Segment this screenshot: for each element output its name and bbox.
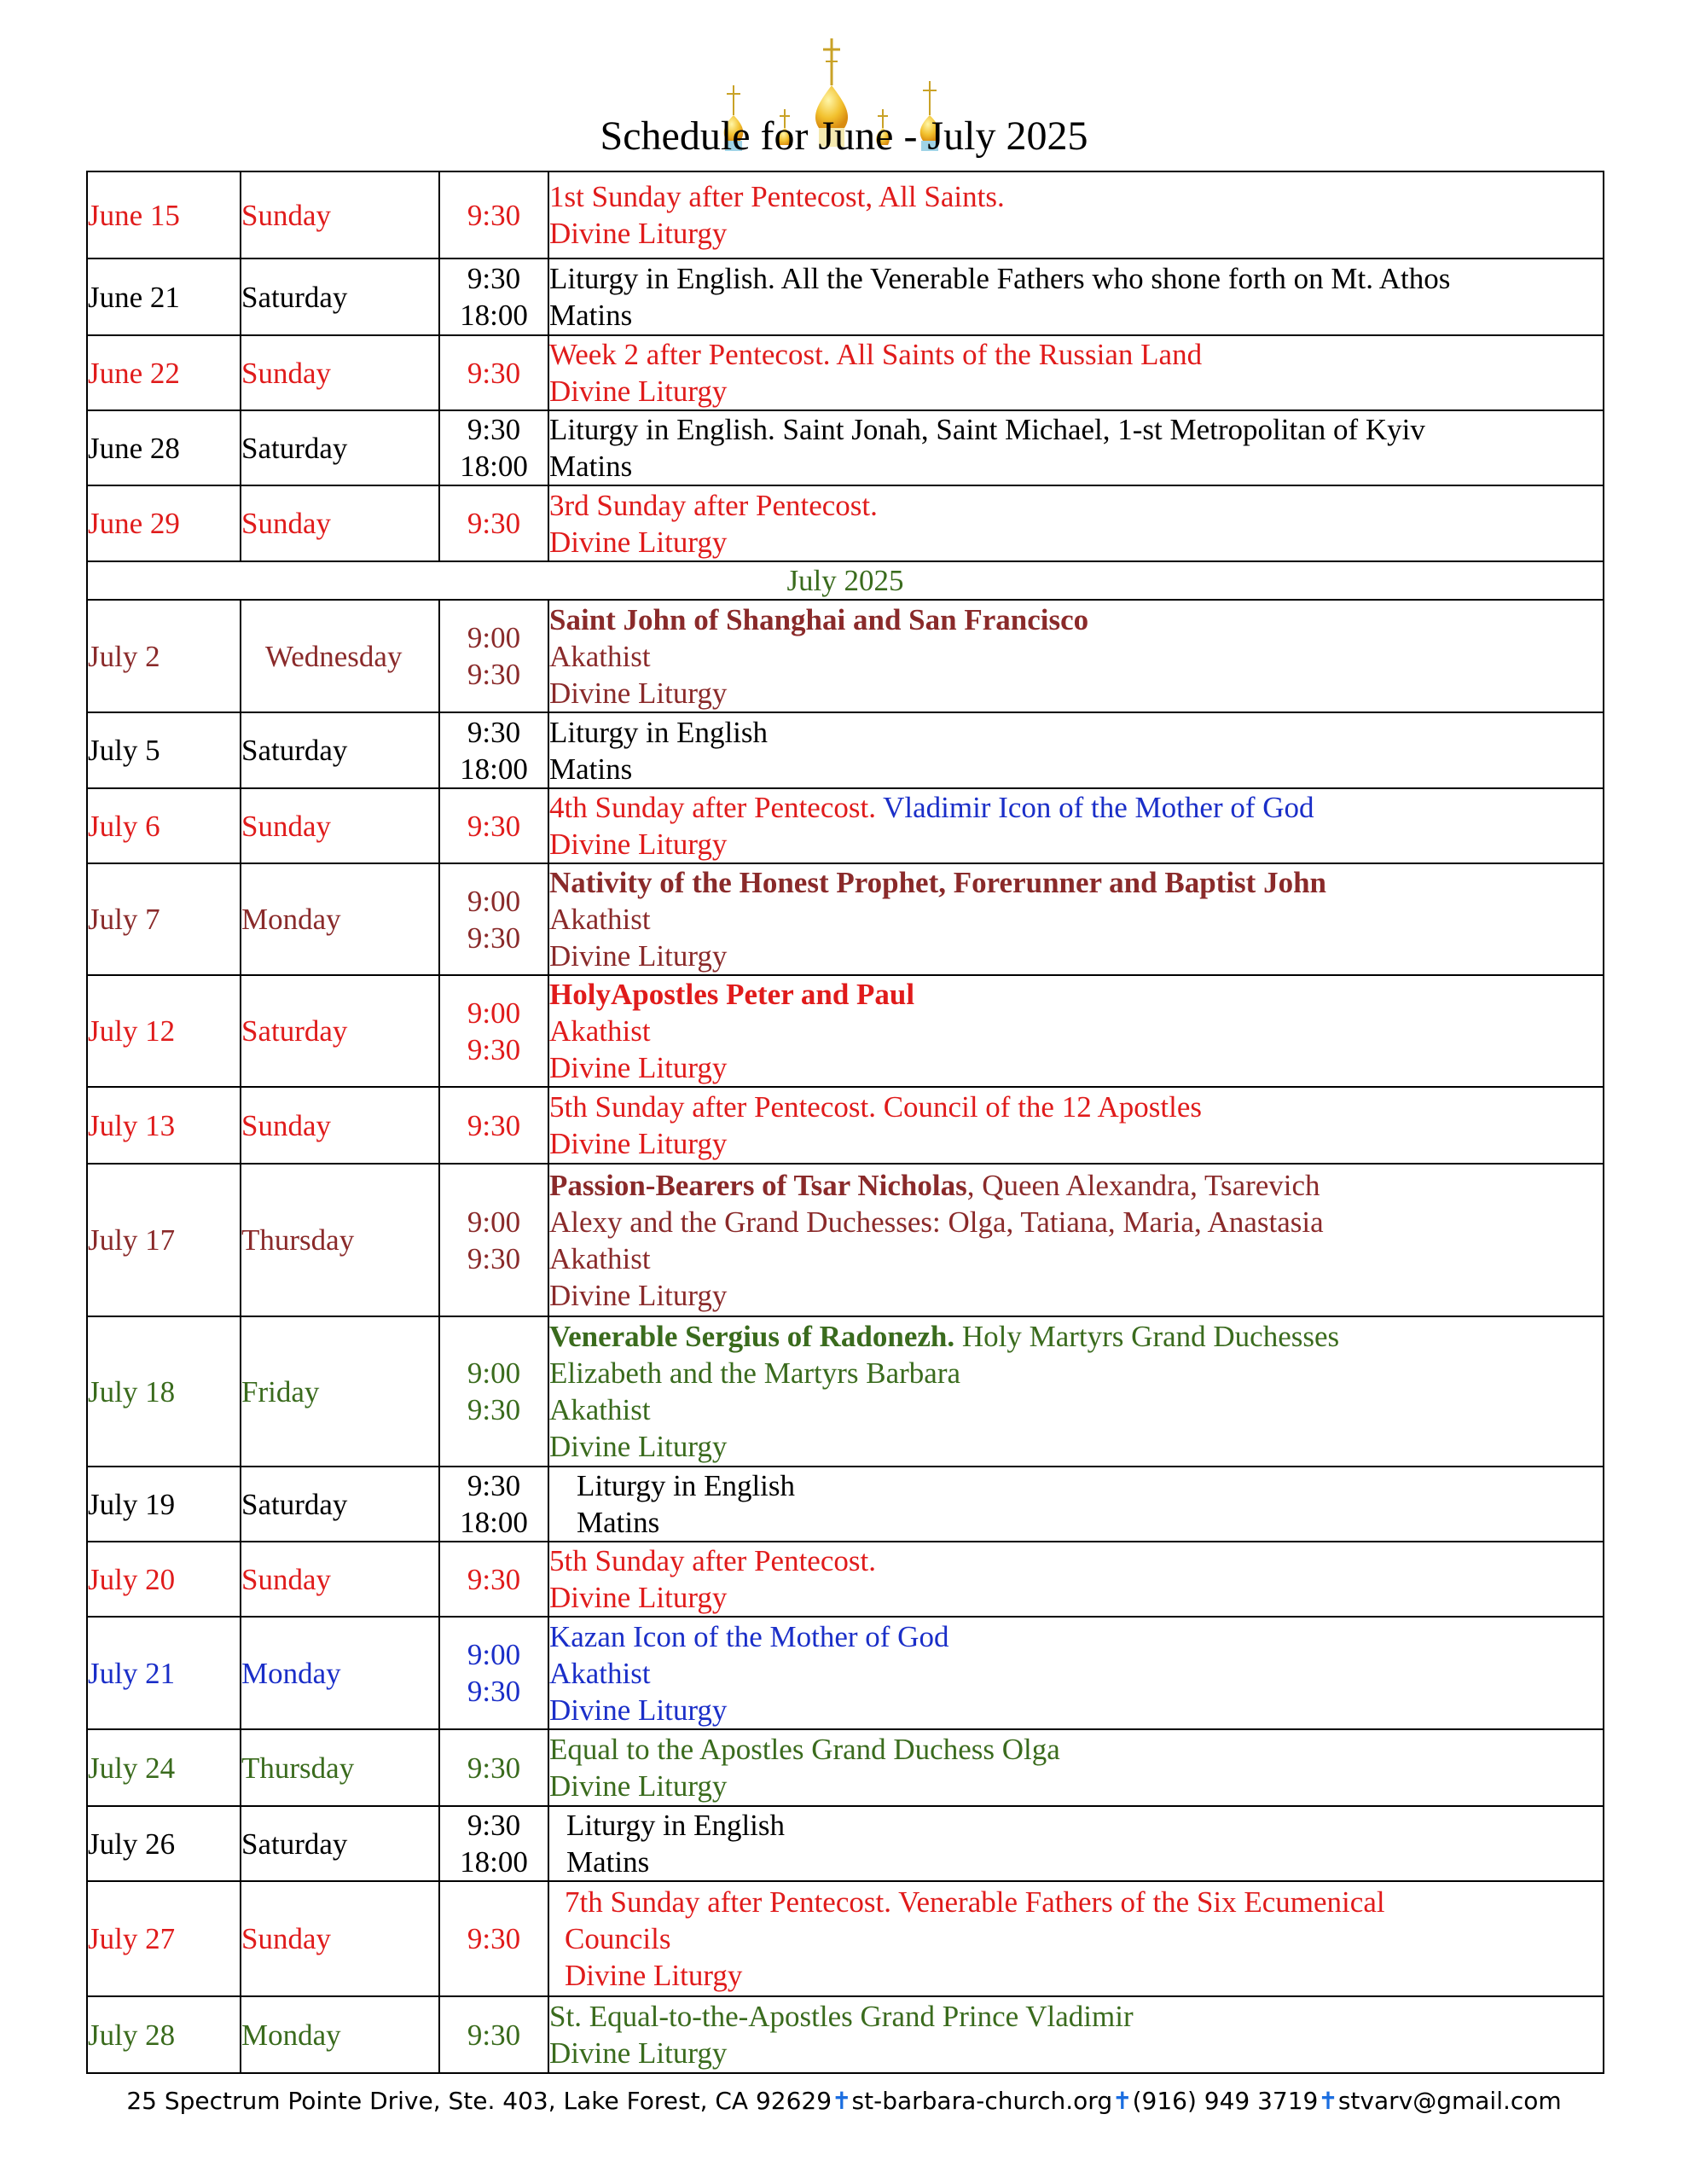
event-title-continued: Councils — [565, 1922, 671, 1955]
event-service: Divine Liturgy — [549, 1581, 728, 1614]
event-akathist: Akathist — [549, 1014, 651, 1048]
event-cell — [548, 1881, 1604, 1996]
date-cell: July 28 — [87, 1996, 241, 2073]
date-cell: July 17 — [87, 1164, 241, 1316]
event-title-bold: Venerable Sergius of Radonezh. — [549, 1320, 955, 1353]
day-cell: Wednesday — [241, 600, 439, 712]
event-title-rest: , Queen Alexandra, Tsarevich — [966, 1168, 1320, 1202]
event-service: Divine Liturgy — [549, 828, 728, 861]
time-cell — [439, 258, 548, 335]
time-2: 9:30 — [467, 1562, 521, 1596]
event-title: 7th Sunday after Pentecost. Venerable Fathers of the Six Ecumenical — [565, 1885, 1385, 1919]
day-cell: Saturday — [241, 1467, 439, 1542]
table-row — [87, 600, 1604, 712]
date-cell: June 28 — [87, 410, 241, 485]
event-akathist: Akathist — [549, 1393, 651, 1426]
event-cell — [548, 1542, 1604, 1617]
event-service: Divine Liturgy — [549, 217, 728, 250]
event-title: Liturgy in English — [566, 1809, 786, 1842]
time-2: 9:30 — [467, 1241, 521, 1275]
time-1: 9:00 — [467, 1638, 521, 1671]
time-1: 9:30 — [467, 715, 521, 749]
event-cell — [548, 258, 1604, 335]
time-2: 9:30 — [467, 1675, 521, 1708]
event-title: HolyApostles Peter and Paul — [549, 978, 915, 1011]
page-title: Schedule for June - July 2025 — [600, 113, 1088, 159]
event-title: St. Equal-to-the-Apostles Grand Prince Vladimir — [549, 2000, 1134, 2033]
table-row — [87, 1542, 1604, 1617]
day-cell: Sunday — [241, 1087, 439, 1164]
day-cell: Sunday — [241, 1881, 439, 1996]
time-cell — [439, 335, 548, 410]
time-cell — [439, 1316, 548, 1467]
time-cell — [439, 788, 548, 863]
time-2: 9:30 — [467, 507, 521, 540]
table-row — [87, 975, 1604, 1087]
event-cell — [548, 1316, 1604, 1467]
date-cell: July 20 — [87, 1542, 241, 1617]
event-akathist: Akathist — [549, 903, 651, 936]
time-1: 9:00 — [467, 996, 521, 1030]
day-cell: Sunday — [241, 335, 439, 410]
date-cell: June 22 — [87, 335, 241, 410]
table-row — [87, 485, 1604, 561]
table-row — [87, 258, 1604, 335]
event-service: Divine Liturgy — [549, 1278, 728, 1312]
footer-address: 25 Spectrum Pointe Drive, Ste. 403, Lake Forest, CA 92629 — [126, 2087, 832, 2115]
table-row — [87, 788, 1604, 863]
day-cell: Monday — [241, 1617, 439, 1729]
event-title: Liturgy in English — [577, 1469, 796, 1502]
event-title: Saint John of Shanghai and San Francisco — [549, 602, 1089, 636]
time-cell — [439, 1542, 548, 1617]
footer-phone: (916) 949 3719 — [1132, 2087, 1319, 2115]
event-cell — [548, 410, 1604, 485]
event-title: Liturgy in English — [549, 715, 769, 749]
event-title-continued: Alexy and the Grand Duchesses: Olga, Tatiana, Maria, Anastasia — [549, 1205, 1324, 1239]
day-cell: Thursday — [241, 1164, 439, 1316]
time-cell — [439, 1164, 548, 1316]
event-service: Divine Liturgy — [549, 939, 728, 973]
date-cell: July 6 — [87, 788, 241, 863]
time-2: 9:30 — [467, 356, 521, 390]
event-service: Matins — [549, 299, 633, 332]
event-title: 5th Sunday after Pentecost. — [549, 1544, 876, 1577]
day-cell: Thursday — [241, 1729, 439, 1806]
day-cell: Saturday — [241, 1806, 439, 1881]
date-cell: July 2 — [87, 600, 241, 712]
date-cell: July 26 — [87, 1806, 241, 1881]
table-row — [87, 1467, 1604, 1542]
time-2: 18:00 — [460, 450, 528, 483]
time-cell — [439, 1881, 548, 1996]
event-title-continued: Elizabeth and the Martyrs Barbara — [549, 1356, 961, 1390]
time-2: 9:30 — [467, 658, 521, 691]
day-cell: Monday — [241, 1996, 439, 2073]
time-cell — [439, 712, 548, 788]
date-cell: July 12 — [87, 975, 241, 1087]
table-row — [87, 1881, 1604, 1996]
cross-separator-icon: ✝ — [1318, 2087, 1338, 2115]
date-cell: July 19 — [87, 1467, 241, 1542]
time-cell — [439, 1806, 548, 1881]
table-row — [87, 1729, 1604, 1806]
time-2: 9:30 — [467, 1032, 521, 1066]
event-cell — [548, 975, 1604, 1087]
time-1: 9:00 — [467, 621, 521, 654]
date-cell: July 5 — [87, 712, 241, 788]
day-cell: Saturday — [241, 975, 439, 1087]
table-row — [87, 1996, 1604, 2073]
time-1: 9:00 — [467, 884, 521, 918]
event-service: Divine Liturgy — [549, 375, 728, 408]
time-cell — [439, 1617, 548, 1729]
date-cell: June 15 — [87, 171, 241, 258]
event-akathist: Akathist — [549, 1241, 651, 1275]
time-2: 18:00 — [460, 1506, 528, 1539]
time-1: 9:00 — [467, 1205, 521, 1239]
footer-website[interactable]: st-barbara-church.org — [851, 2087, 1113, 2115]
time-1: 9:30 — [467, 1809, 521, 1842]
event-title: Nativity of the Honest Prophet, Forerunner and Baptist John — [549, 866, 1327, 899]
event-cell — [548, 335, 1604, 410]
time-cell — [439, 1729, 548, 1806]
event-title: Equal to the Apostles Grand Duchess Olga — [549, 1733, 1060, 1766]
event-service: Divine Liturgy — [549, 1051, 728, 1084]
table-row — [87, 863, 1604, 975]
event-cell — [548, 1996, 1604, 2073]
event-cell — [548, 485, 1604, 561]
date-cell: July 24 — [87, 1729, 241, 1806]
time-1: 9:30 — [467, 1469, 521, 1502]
table-row — [87, 171, 1604, 258]
time-cell — [439, 1467, 548, 1542]
time-2: 9:30 — [467, 809, 521, 843]
time-cell — [439, 1087, 548, 1164]
event-service: Divine Liturgy — [565, 1959, 743, 1992]
time-cell — [439, 863, 548, 975]
date-cell: July 27 — [87, 1881, 241, 1996]
event-title — [549, 789, 1603, 826]
footer-email[interactable]: stvarv@gmail.com — [1337, 2087, 1562, 2115]
time-2: 18:00 — [460, 752, 528, 786]
event-title: 3rd Sunday after Pentecost. — [549, 488, 878, 522]
footer-contact — [0, 2087, 1688, 2115]
time-2: 9:30 — [467, 2018, 521, 2052]
event-title: Kazan Icon of the Mother of God — [549, 1619, 949, 1653]
event-akathist: Akathist — [549, 1656, 651, 1690]
event-cell — [548, 171, 1604, 258]
event-title-feast: Vladimir Icon of the Mother of God — [883, 791, 1314, 824]
month-divider-row — [87, 561, 1604, 600]
day-cell: Sunday — [241, 171, 439, 258]
event-service: Divine Liturgy — [549, 1769, 728, 1803]
time-2: 9:30 — [467, 1393, 521, 1426]
event-service: Divine Liturgy — [549, 676, 728, 710]
event-cell — [548, 600, 1604, 712]
time-2: 9:30 — [467, 921, 521, 955]
date-cell: June 29 — [87, 485, 241, 561]
event-service: Matins — [577, 1506, 660, 1539]
event-title — [549, 1167, 1603, 1204]
event-cell — [548, 1806, 1604, 1881]
event-title: Liturgy in English. All the Venerable Fathers who shone forth on Mt. Athos — [549, 262, 1451, 295]
time-2: 9:30 — [467, 1751, 521, 1785]
event-cell — [548, 788, 1604, 863]
time-cell — [439, 600, 548, 712]
date-cell: July 18 — [87, 1316, 241, 1467]
table-row — [87, 410, 1604, 485]
event-service: Divine Liturgy — [549, 1430, 728, 1463]
time-2: 18:00 — [460, 1845, 528, 1879]
event-title: Liturgy in English. Saint Jonah, Saint Michael, 1-st Metropolitan of Kyiv — [549, 413, 1425, 446]
table-row — [87, 1617, 1604, 1729]
event-title: 5th Sunday after Pentecost. Council of the 12 Apostles — [549, 1090, 1203, 1124]
event-service: Divine Liturgy — [549, 1127, 728, 1160]
day-cell: Saturday — [241, 712, 439, 788]
day-cell: Friday — [241, 1316, 439, 1467]
day-cell: Saturday — [241, 410, 439, 485]
date-cell: July 21 — [87, 1617, 241, 1729]
event-service: Matins — [549, 450, 633, 483]
time-cell — [439, 1996, 548, 2073]
event-cell — [548, 1617, 1604, 1729]
event-cell — [548, 1087, 1604, 1164]
day-cell: Sunday — [241, 1542, 439, 1617]
event-title-bold: Passion-Bearers of Tsar Nicholas — [549, 1168, 967, 1202]
event-cell — [548, 1164, 1604, 1316]
time-2: 18:00 — [460, 299, 528, 332]
month-label: July 2025 — [87, 561, 1604, 600]
time-2: 9:30 — [467, 1108, 521, 1142]
event-service: Divine Liturgy — [549, 1693, 728, 1727]
time-1: 9:00 — [467, 1356, 521, 1390]
event-service: Divine Liturgy — [549, 2036, 728, 2070]
table-row — [87, 1087, 1604, 1164]
date-cell: July 13 — [87, 1087, 241, 1164]
event-service: Divine Liturgy — [549, 525, 728, 559]
table-row — [87, 335, 1604, 410]
time-1: 9:30 — [467, 262, 521, 295]
table-row — [87, 1316, 1604, 1467]
schedule-table — [86, 171, 1604, 2074]
event-cell — [548, 863, 1604, 975]
cross-separator-icon: ✝ — [1112, 2087, 1133, 2115]
time-cell — [439, 410, 548, 485]
time-cell — [439, 975, 548, 1087]
event-title: 1st Sunday after Pentecost, All Saints. — [549, 180, 1005, 213]
table-row — [87, 712, 1604, 788]
event-cell — [548, 1467, 1604, 1542]
time-2: 9:30 — [467, 1922, 521, 1955]
time-1: 9:30 — [467, 413, 521, 446]
event-title-rest: Holy Martyrs Grand Duchesses — [954, 1320, 1340, 1353]
day-cell: Sunday — [241, 788, 439, 863]
event-cell — [548, 712, 1604, 788]
table-row — [87, 1164, 1604, 1316]
time-2: 9:30 — [467, 198, 521, 232]
event-akathist: Akathist — [549, 639, 651, 673]
day-cell: Monday — [241, 863, 439, 975]
event-cell — [548, 1729, 1604, 1806]
event-service: Matins — [549, 752, 633, 786]
cross-separator-icon: ✝ — [832, 2087, 852, 2115]
event-title-part: 4th Sunday after Pentecost. — [549, 791, 876, 824]
time-cell — [439, 171, 548, 258]
event-service: Matins — [566, 1845, 650, 1879]
table-row — [87, 1806, 1604, 1881]
date-cell: July 7 — [87, 863, 241, 975]
event-title: Week 2 after Pentecost. All Saints of the Russian Land — [549, 338, 1203, 371]
time-cell — [439, 485, 548, 561]
event-title — [549, 1318, 1603, 1355]
day-cell: Saturday — [241, 258, 439, 335]
date-cell: June 21 — [87, 258, 241, 335]
day-cell: Sunday — [241, 485, 439, 561]
